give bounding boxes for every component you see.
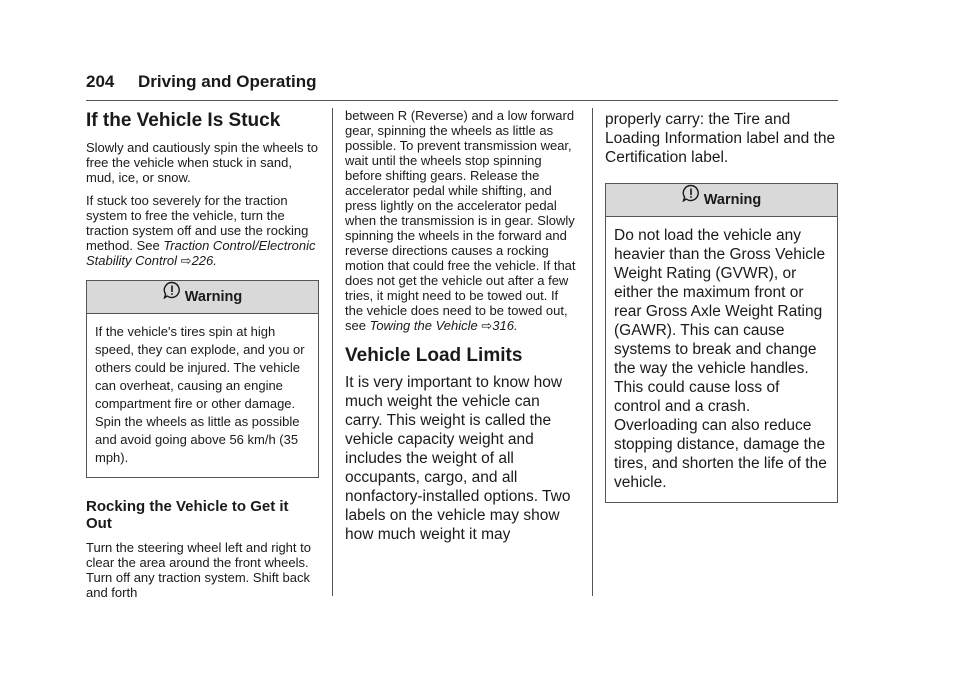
page-header <box>86 72 838 101</box>
stuck-paragraph-2: If stuck too severely for the traction system to free the vehicle, turn the traction system off and use the rocking method. See Traction Control/Electronic Stability Control ⇨226. <box>86 193 316 268</box>
warning-label: Warning <box>184 289 243 305</box>
traction-page-ref[interactable]: 226 <box>191 253 214 268</box>
rocking-paragraph: Turn the steering wheel left and right to clear the area around the front wheels. Turn off any traction system. Shift back and forth <box>86 540 311 600</box>
load-limits-paragraph: It is very important to know how much weight the vehicle can carry. This weight is called the vehicle capacity weight and includes the weight of all occupants, cargo, and all nonfactory-installed options. Two labels on the vehicle may show how much weight it may <box>345 374 571 543</box>
warning-body <box>606 217 837 502</box>
load-warning-box <box>605 183 838 503</box>
warning-text: Do not load the vehicle any heavier than the Gross Vehicle Weight Rating (GVWR), or either the maximum front or rear Gross Axle Weight Rating (GAWR). This can cause systems to break and change the way the vehicle handles. This could cause loss of control and a crash. Overloading can also reduce stopping distance, damage the tires, and shorten the life of the vehicle. <box>614 227 827 491</box>
section-title: Driving and Operating <box>138 72 317 91</box>
warning-header <box>87 281 318 314</box>
warning-speech-icon <box>682 182 700 214</box>
towing-page-ref[interactable]: 316 <box>492 318 514 333</box>
stuck-paragraph-1: Slowly and cautiously spin the wheels to free the vehicle when stuck in sand, mud, ice, or snow. <box>86 140 318 185</box>
labels-paragraph: properly carry: the Tire and Loading Information label and the Certification label. <box>605 111 836 166</box>
rocking-continued-text: between R (Reverse) and a low forward gear, spinning the wheels as little as possible. To prevent transmission wear, wait until the wheels stop spinning before shifting gears. Release the accelerator pedal while shifting, and press lightly on the accelerator pedal when the transmission is in gear. Slowly spinning the wheels in the forward and reverse directions causes a rocking motion that could free the vehicle. If that does not get the vehicle out after a few tries, it might need to be towed out. If the vehicle does need to be towed out, see <box>345 108 576 333</box>
warning-speech-icon <box>163 279 181 311</box>
warning-header <box>606 184 837 217</box>
warning-label: Warning <box>703 192 762 208</box>
column-2 <box>345 108 577 544</box>
stuck-paragraph-2-text: If stuck too severely for the traction system to free the vehicle, turn the traction system off and use the rocking method. See <box>86 193 309 253</box>
page-ref-arrow-icon: ⇨ <box>180 253 192 268</box>
tire-spin-warning-box <box>86 280 319 478</box>
load-limits-heading: Vehicle Load Limits <box>345 345 523 366</box>
column-1 <box>86 110 319 608</box>
rocking-heading: Rocking the Vehicle to Get it Out <box>86 498 289 532</box>
column-divider <box>592 108 593 596</box>
page-ref-arrow-icon: ⇨ <box>481 318 493 333</box>
stuck-heading: If the Vehicle Is Stuck <box>86 110 281 131</box>
column-3 <box>605 110 838 503</box>
warning-text: If the vehicle's tires spin at high speed, they can explode, and you or others could be injured. The vehicle can overheat, causing an engine compartment fire or other damage. Spin the wheels as little as possible and avoid going above 56 km/h (35 mph). <box>95 324 305 465</box>
traction-control-reference[interactable]: Traction Control/Electronic Stability Control <box>86 238 316 268</box>
page-number: 204 <box>86 72 115 91</box>
towing-reference[interactable]: Towing the Vehicle <box>369 318 478 333</box>
rocking-continued-paragraph: between R (Reverse) and a low forward gear, spinning the wheels as little as possible. To prevent transmission wear, wait until the wheels stop spinning before shifting gears. Release the accelerator pedal while shifting, and press lightly on the accelerator pedal when the transmission is in gear. Slowly spinning the wheels in the forward and reverse directions causes a rocking motion that could free the vehicle. If that does not get the vehicle out after a few tries, it might need to be towed out. If the vehicle does need to be towed out, see Towing the Vehicle ⇨316. <box>345 108 576 333</box>
column-divider <box>332 108 333 596</box>
warning-body <box>87 314 318 477</box>
